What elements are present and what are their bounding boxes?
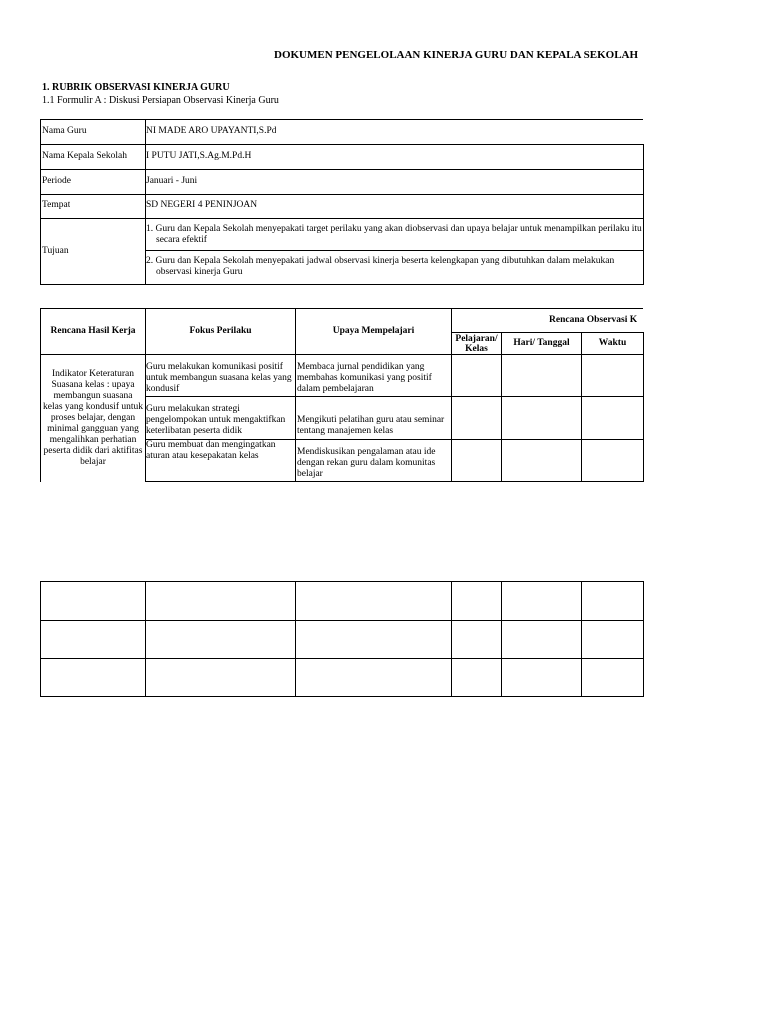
fokus-row-1: Guru melakukan komunikasi positif untuk membangun suasana kelas yang kondusif	[146, 362, 292, 394]
plan-line	[145, 481, 644, 482]
tujuan-label: Tujuan	[42, 246, 69, 256]
header-fokus-perilaku: Fokus Perilaku	[189, 326, 252, 336]
cont-line	[40, 620, 644, 621]
header-upaya-mempelajari: Upaya Mempelajari	[332, 326, 415, 336]
cont-line	[643, 581, 644, 697]
plan-line	[145, 396, 644, 397]
periode-label: Periode	[42, 176, 72, 186]
cont-line	[451, 581, 452, 697]
periode-value: Januari - Juni	[146, 176, 198, 186]
info-line	[643, 144, 644, 285]
info-line	[40, 284, 644, 285]
cont-line	[40, 581, 644, 582]
info-line	[40, 194, 644, 195]
upaya-row-1: Membaca jurnal pendidikan yang membahas komunikasi yang positif dalam pembelajaran	[297, 362, 432, 394]
upaya-row-3: Mendiskusikan pengalaman atau ide dengan rekan guru dalam komunitas belajar	[297, 447, 436, 479]
info-line	[40, 119, 643, 120]
tujuan-item-2: 2. Guru dan Kepala Sekolah menyepakati jadwal observasi kinerja beserta kelengkapan yang dibutuhkan dalam melakukan observasi kinerja Guru	[146, 256, 615, 277]
plan-line	[501, 332, 502, 482]
subsection-title: 1.1 Formulir A : Diskusi Persiapan Observasi Kinerja Guru	[42, 95, 279, 106]
header-hari-tanggal: Hari/ Tanggal	[513, 338, 570, 348]
header-rencana-observasi: Rencana Observasi K	[549, 315, 638, 325]
nama-guru-value: NI MADE ARO UPAYANTI,S.Pd	[146, 126, 277, 136]
section-title: 1. RUBRIK OBSERVASI KINERJA GURU	[42, 82, 230, 93]
fokus-row-3: Guru membuat dan mengingatkan aturan atau kesepakatan kelas	[146, 440, 276, 461]
fokus-row-2: Guru melakukan strategi pengelompokan untuk mengaktifkan keterlibatan peserta didik	[146, 404, 286, 436]
tujuan-item-1: 1. Guru dan Kepala Sekolah menyepakati target perilaku yang akan diobservasi dan upaya belajar untuk menampilkan perilaku itu secara efektif	[146, 224, 642, 245]
indikator-text: Indikator Keteraturan Suasana kelas : upaya membangun suasana kelas yang kondusif untuk proses belajar, dengan minimal gangguan yang mengalihkan perhatian peserta didik dari aktifitas belajar	[43, 369, 143, 467]
plan-line	[40, 354, 644, 355]
cont-line	[295, 581, 296, 697]
upaya-row-2: Mengikuti pelatihan guru atau seminar tentang manajemen kelas	[297, 415, 445, 436]
header-pelajaran-kelas: Pelajaran/ Kelas	[455, 333, 498, 354]
cont-line	[40, 696, 644, 697]
document-title: DOKUMEN PENGELOLAAN KINERJA GURU DAN KEPALA SEKOLAH	[274, 49, 639, 61]
plan-line	[581, 332, 582, 482]
cont-line	[145, 581, 146, 697]
nama-guru-label: Nama Guru	[42, 126, 87, 136]
header-rencana-hasil-kerja: Rencana Hasil Kerja	[50, 326, 136, 336]
tempat-value: SD NEGERI 4 PENINJOAN	[146, 200, 258, 210]
tempat-label: Tempat	[42, 200, 71, 210]
cont-line	[581, 581, 582, 697]
info-line	[145, 250, 644, 251]
cont-line	[40, 581, 41, 697]
kepala-sekolah-label: Nama Kepala Sekolah	[42, 151, 127, 161]
info-line	[40, 169, 644, 170]
info-line	[40, 119, 41, 285]
cont-line	[501, 581, 502, 697]
kepala-sekolah-value: I PUTU JATI,S.Ag.M.Pd.H	[146, 151, 252, 161]
cont-line	[40, 658, 644, 659]
plan-line	[643, 332, 644, 482]
info-line	[40, 144, 644, 145]
info-line	[40, 218, 644, 219]
header-waktu: Waktu	[598, 338, 627, 348]
